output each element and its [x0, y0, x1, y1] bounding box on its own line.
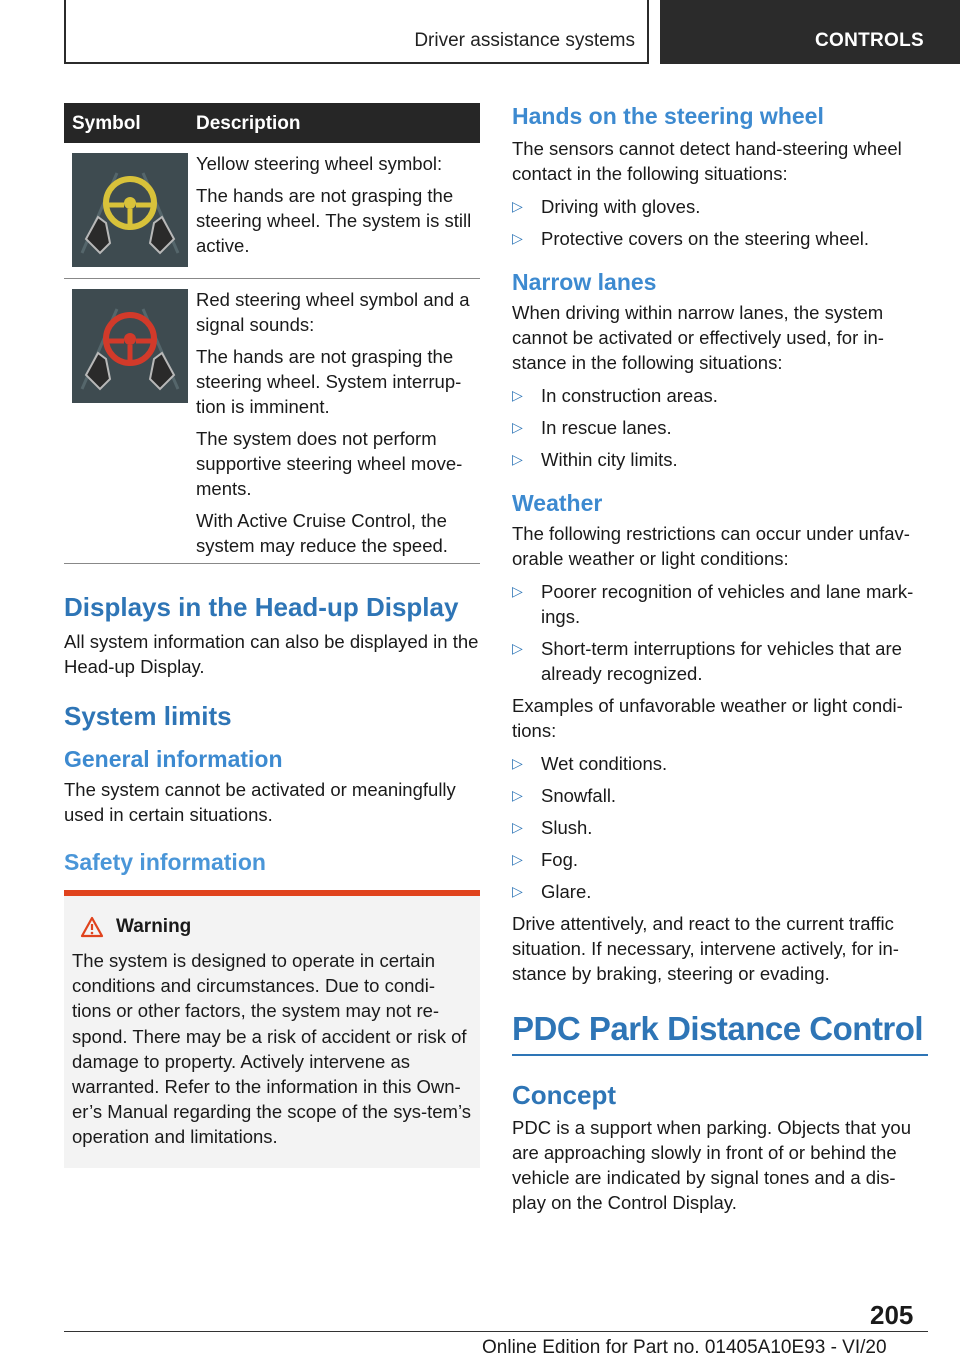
list-item: ▷ In construction areas. [512, 385, 718, 406]
header-chapter-box [660, 0, 960, 64]
triangle-bullet-icon: ▷ [512, 755, 523, 771]
triangle-bullet-icon: ▷ [512, 883, 523, 899]
general-information-heading: General information [64, 746, 283, 772]
general-information-text: The system cannot be activated or meaningfully used in certain situations. [64, 779, 456, 825]
row-description [196, 279, 480, 568]
pdc-heading: PDC Park Distance Control [512, 1010, 928, 1056]
row-paragraph: Red steering wheel symbol and a signal sounds: [196, 289, 470, 335]
weather-list [512, 579, 928, 686]
hands-on-wheel-text: The sensors cannot detect hand-steering wheel contact in the following situations: [512, 138, 902, 184]
concept-text: PDC is a support when parking. Objects that you are approaching slowly in front of or behind the vehicle are indicated by signal tones and a dis-play on the Control Display. [512, 1117, 911, 1213]
left-column [64, 103, 480, 1168]
triangle-bullet-icon: ▷ [512, 230, 523, 246]
triangle-bullet-icon: ▷ [512, 387, 523, 403]
weather-heading: Weather [512, 490, 603, 516]
weather-text: The following restrictions can occur under unfav-orable weather or light conditions: [512, 523, 910, 569]
table-row [64, 143, 480, 279]
table-row [64, 279, 480, 564]
list-item: ▷ Poorer recognition of vehicles and lane mark-ings. [512, 581, 914, 627]
row-description [196, 143, 480, 268]
symbol-table-header [64, 103, 480, 143]
yellow-steering-wheel-hands-icon [72, 153, 188, 267]
footer-edition: Online Edition for Part no. 01405A10E93 - VI/20 [482, 1337, 887, 1358]
warning-text: The system is designed to operate in certain conditions and circumstances. Due to condi-tions or other factors, the system may not re-spond. There may be a risk of accident or risk of damage to property. Actively intervene as warranted. Refer to the information in this Own-er’s Manual regarding the scope of the sys-tem’s operation and limitations. [72, 950, 471, 1148]
triangle-bullet-icon: ▷ [512, 583, 523, 599]
narrow-list [512, 383, 928, 472]
symbol-column-header: Symbol [72, 113, 141, 134]
drive-attentively-text: Drive attentively, and react to the current traffic situation. If necessary, intervene actively, for in-stance by braking, steering or evading. [512, 913, 899, 984]
hands-list [512, 194, 928, 251]
warning-triangle-icon [80, 916, 104, 938]
hud-text: All system information can also be displayed in the Head-up Display. [64, 631, 479, 677]
triangle-bullet-icon: ▷ [512, 198, 523, 214]
hands-on-wheel-heading: Hands on the steering wheel [512, 103, 824, 129]
triangle-bullet-icon: ▷ [512, 451, 523, 467]
row-paragraph: With Active Cruise Control, the system may reduce the speed. [196, 510, 448, 556]
system-limits-heading: System limits [64, 701, 232, 731]
list-item: ▷ Glare. [512, 881, 592, 902]
red-steering-wheel-hands-icon [72, 289, 188, 403]
warning-title: Warning [116, 916, 192, 937]
list-item: ▷ In rescue lanes. [512, 417, 672, 438]
safety-information-heading: Safety information [64, 849, 266, 875]
row-paragraph: The hands are not grasping the steering wheel. The system is still active. [196, 185, 472, 256]
concept-heading: Concept [512, 1080, 616, 1110]
row-paragraph: The hands are not grasping the steering wheel. System interrup-tion is imminent. [196, 346, 462, 417]
triangle-bullet-icon: ▷ [512, 851, 523, 867]
triangle-bullet-icon: ▷ [512, 819, 523, 835]
list-item: ▷ Fog. [512, 849, 579, 870]
narrow-lanes-heading: Narrow lanes [512, 269, 657, 295]
list-item: ▷ Driving with gloves. [512, 196, 701, 217]
header-section-title: Driver assistance systems [414, 30, 635, 51]
footer-divider [64, 1331, 928, 1332]
list-item: ▷ Snowfall. [512, 785, 617, 806]
page-number: 205 [870, 1300, 914, 1330]
row-paragraph: Yellow steering wheel symbol: [196, 153, 443, 174]
examples-list [512, 751, 928, 904]
header-chapter-title: CONTROLS [815, 30, 925, 51]
examples-text: Examples of unfavorable weather or light condi-tions: [512, 695, 903, 741]
list-item: ▷ Slush. [512, 817, 593, 838]
warning-title-row [80, 916, 472, 938]
list-item: ▷ Protective covers on the steering wheel. [512, 228, 870, 249]
triangle-bullet-icon: ▷ [512, 787, 523, 803]
hud-heading: Displays in the Head-up Display [64, 592, 459, 622]
narrow-lanes-text: When driving within narrow lanes, the system cannot be activated or effectively used, for in-stance in the following situations: [512, 302, 884, 373]
row-paragraph: The system does not perform supportive steering wheel move-ments. [196, 428, 463, 499]
list-item: ▷ Wet conditions. [512, 753, 668, 774]
triangle-bullet-icon: ▷ [512, 640, 523, 656]
list-item: ▷ Short-term interruptions for vehicles that are already recognized. [512, 638, 902, 684]
warning-box [64, 890, 480, 1168]
triangle-bullet-icon: ▷ [512, 419, 523, 435]
list-item: ▷ Within city limits. [512, 449, 678, 470]
header-section-box [64, 0, 649, 64]
right-column [512, 103, 928, 1215]
description-column-header: Description [196, 113, 301, 134]
